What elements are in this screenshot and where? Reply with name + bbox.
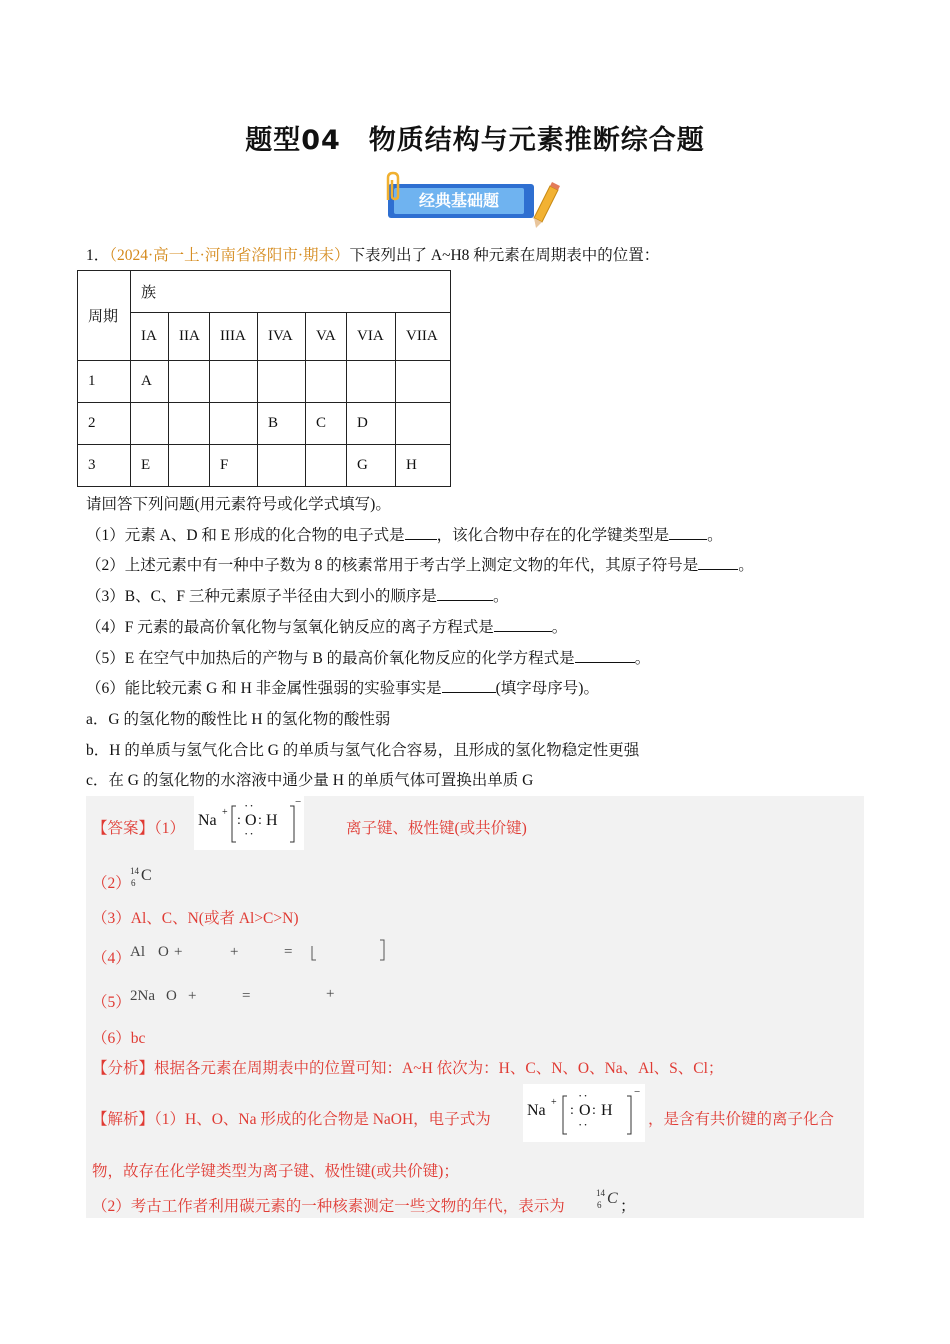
- group-cell: VIA: [347, 313, 396, 361]
- element-cell: D: [347, 403, 396, 445]
- question-text: 下表列出了 A~H8 种元素在周期表中的位置：: [349, 247, 660, 264]
- element-cell: [347, 361, 396, 403]
- answer-blank: [405, 525, 437, 540]
- h-symbol: H: [266, 812, 278, 829]
- answer-label: （1）: [154, 820, 186, 837]
- explanation-tag: 【解析】: [92, 1111, 155, 1128]
- table-row: [78, 403, 451, 445]
- answer-panel: [86, 796, 864, 1218]
- equals-sign: =: [242, 988, 251, 1004]
- question-part-4: [86, 615, 567, 637]
- plus-sign: +: [188, 988, 197, 1004]
- element-cell: B: [258, 403, 306, 445]
- element-cell: [258, 445, 306, 487]
- element-cell: H: [396, 445, 451, 487]
- table-row: [78, 445, 451, 487]
- element-symbol: C: [607, 1190, 618, 1207]
- element-cell: [306, 445, 347, 487]
- part-text: 。: [634, 650, 651, 667]
- atomic-number: 6: [131, 878, 136, 888]
- plus-sign: +: [230, 944, 239, 960]
- element-cell: [210, 361, 258, 403]
- pencil-icon: [528, 182, 564, 230]
- explanation-line-1: [92, 1107, 491, 1129]
- group-cell: VIIA: [396, 313, 451, 361]
- page-title: 题型04 物质结构与元素推断综合题: [245, 125, 705, 156]
- answer-label: （4）: [92, 950, 131, 967]
- element-cell: [396, 361, 451, 403]
- group-cell: IA: [131, 313, 169, 361]
- element-cell: [131, 403, 169, 445]
- period-cell: 3: [78, 445, 131, 487]
- table-row: [78, 361, 451, 403]
- element-cell: F: [210, 445, 258, 487]
- electron-dots: :: [592, 1103, 596, 1118]
- group-cell: IIA: [169, 313, 210, 361]
- element-cell: [210, 403, 258, 445]
- na-symbol: Na: [527, 1102, 546, 1119]
- explanation-line-2: 物，故存在化学键类型为离子键、极性键(或共价键)；: [92, 1163, 459, 1180]
- plus-sign: +: [174, 944, 183, 960]
- analysis-text: 根据各元素在周期表中的位置可知：A~H 依次为：H、C、N、O、Na、Al、S、Cl；: [154, 1060, 724, 1077]
- analysis-tag: 【分析】: [92, 1060, 155, 1077]
- electron-dots: ··: [578, 1088, 589, 1103]
- electron-dots: ··: [244, 798, 255, 813]
- isotope-symbol: [130, 864, 160, 890]
- part-text: 。: [492, 588, 509, 605]
- question-number: 1．: [86, 247, 110, 264]
- answer-tag: 【答案】: [92, 820, 155, 837]
- element-cell: [169, 445, 210, 487]
- paperclip-icon: [378, 170, 408, 204]
- instruction: 请回答下列问题(用元素符号或化学式填写)。: [86, 496, 391, 513]
- answer-line-6: （6）bc: [92, 1030, 146, 1047]
- part-text: 。: [738, 557, 754, 574]
- element-cell: G: [347, 445, 396, 487]
- period-cell: 2: [78, 403, 131, 445]
- element-symbol: C: [141, 867, 152, 884]
- chemical-equation: [130, 988, 390, 1014]
- group-header: 族: [131, 271, 451, 313]
- electron-dots: :: [570, 1103, 574, 1118]
- part-text: 。: [551, 619, 568, 636]
- part-text: （5）E 在空气中加热后的产物与 B 的最高价氧化物反应的化学方程式是: [86, 650, 575, 667]
- element-cell: [169, 361, 210, 403]
- answer-line-5: [92, 990, 131, 1012]
- analysis-line: [92, 1056, 723, 1078]
- part-text: 。: [707, 527, 723, 544]
- element-cell: E: [131, 445, 169, 487]
- answer-line-1: [92, 816, 185, 838]
- answer-line-3: （3）Al、C、N(或者 Al>C>N): [92, 910, 299, 927]
- group-cell: IIIA: [210, 313, 258, 361]
- bond-type-answer: 离子键、极性键(或共价键): [346, 820, 527, 837]
- atomic-number: 6: [597, 1200, 602, 1210]
- formula-part: O: [158, 944, 169, 960]
- option-b: b．H 的单质与氢气化合比 G 的单质与氢气化合容易，且形成的氢化物稳定性更强: [86, 742, 640, 759]
- element-cell: [306, 361, 347, 403]
- part-text: （3）B、C、F 三种元素原子半径由大到小的顺序是: [86, 588, 437, 605]
- question-part-1: [86, 523, 723, 545]
- plus-sign: +: [326, 986, 335, 1002]
- electron-dots: :: [258, 813, 262, 828]
- formula-part: 2Na: [130, 988, 155, 1004]
- option-a: a．G 的氢化物的酸性比 H 的氢化物的酸性弱: [86, 711, 391, 728]
- group-cell: IVA: [258, 313, 306, 361]
- minus-sign: −: [634, 1086, 641, 1098]
- answer-label: （2）: [92, 875, 131, 892]
- explanation-line-3: [92, 1194, 565, 1216]
- answer-blank: [437, 586, 493, 601]
- question-part-2: [86, 553, 754, 575]
- mass-number: 14: [596, 1188, 605, 1198]
- answer-blank: [575, 648, 635, 663]
- part-text: （6）能比较元素 G 和 H 非金属性强弱的实验事实是: [86, 680, 442, 697]
- mass-number: 14: [130, 866, 139, 876]
- question-part-6: [86, 676, 599, 698]
- plus-sign: +: [222, 807, 228, 818]
- period-header: 周期: [78, 271, 131, 361]
- electron-dots: :: [237, 813, 241, 828]
- equals-sign: =: [284, 944, 293, 960]
- section-badge: [388, 180, 534, 218]
- explanation-text: （2）考古工作者利用碳元素的一种核素测定一些文物的年代，表示为: [92, 1198, 565, 1215]
- part-text: （4）F 元素的最高价氧化物与氢氧化钠反应的离子方程式是: [86, 619, 494, 636]
- formula-part: O: [166, 988, 177, 1004]
- electron-dots: ··: [244, 826, 255, 841]
- bracket-icon: [308, 938, 388, 964]
- element-cell: [258, 361, 306, 403]
- element-cell: [396, 403, 451, 445]
- ionic-equation: [130, 944, 450, 970]
- part-text: （1）元素 A、D 和 E 形成的化合物的电子式是: [86, 527, 405, 544]
- period-cell: 1: [78, 361, 131, 403]
- answer-line-2: [92, 871, 131, 893]
- badge-label: 经典基础题: [394, 188, 524, 214]
- element-cell: [169, 403, 210, 445]
- answer-blank: [442, 678, 496, 693]
- part-text: ，该化合物中存在的化学键类型是: [436, 527, 670, 544]
- question-stem: [86, 243, 659, 265]
- answer-blank: [698, 555, 738, 570]
- part-text: （2）上述元素中有一种中子数为 8 的核素常用于考古学上测定文物的年代，其原子符号是: [86, 557, 699, 574]
- answer-label: （5）: [92, 994, 131, 1011]
- formula-part: Al: [130, 944, 145, 960]
- o-symbol: O: [245, 812, 257, 829]
- explanation-end: ；: [620, 1198, 636, 1215]
- question-source: （2024·高一上·河南省洛阳市·期末）: [109, 247, 350, 264]
- explanation-text: ，是含有共价键的离子化合: [648, 1111, 835, 1128]
- answer-blank: [494, 617, 552, 632]
- option-c: c．在 G 的氢化物的水溶液中通少量 H 的单质气体可置换出单质 G: [86, 772, 534, 789]
- plus-sign: +: [551, 1097, 557, 1108]
- explanation-text: （1）H、O、Na 形成的化合物是 NaOH，电子式为: [154, 1111, 491, 1128]
- answer-line-4: [92, 946, 131, 968]
- periodic-table: [77, 270, 451, 487]
- electron-dots: ··: [578, 1117, 589, 1132]
- element-cell: A: [131, 361, 169, 403]
- naoh-electron-formula: [194, 796, 304, 850]
- h-symbol: H: [601, 1102, 613, 1119]
- question-part-3: [86, 584, 508, 606]
- o-symbol: O: [579, 1102, 591, 1119]
- na-symbol: Na: [198, 812, 217, 829]
- question-part-5: [86, 646, 650, 668]
- minus-sign: −: [295, 796, 302, 808]
- element-cell: C: [306, 403, 347, 445]
- naoh-electron-formula: [523, 1084, 645, 1142]
- answer-blank: [669, 525, 707, 540]
- part-text: (填字母序号)。: [495, 680, 599, 697]
- group-cell: VA: [306, 313, 347, 361]
